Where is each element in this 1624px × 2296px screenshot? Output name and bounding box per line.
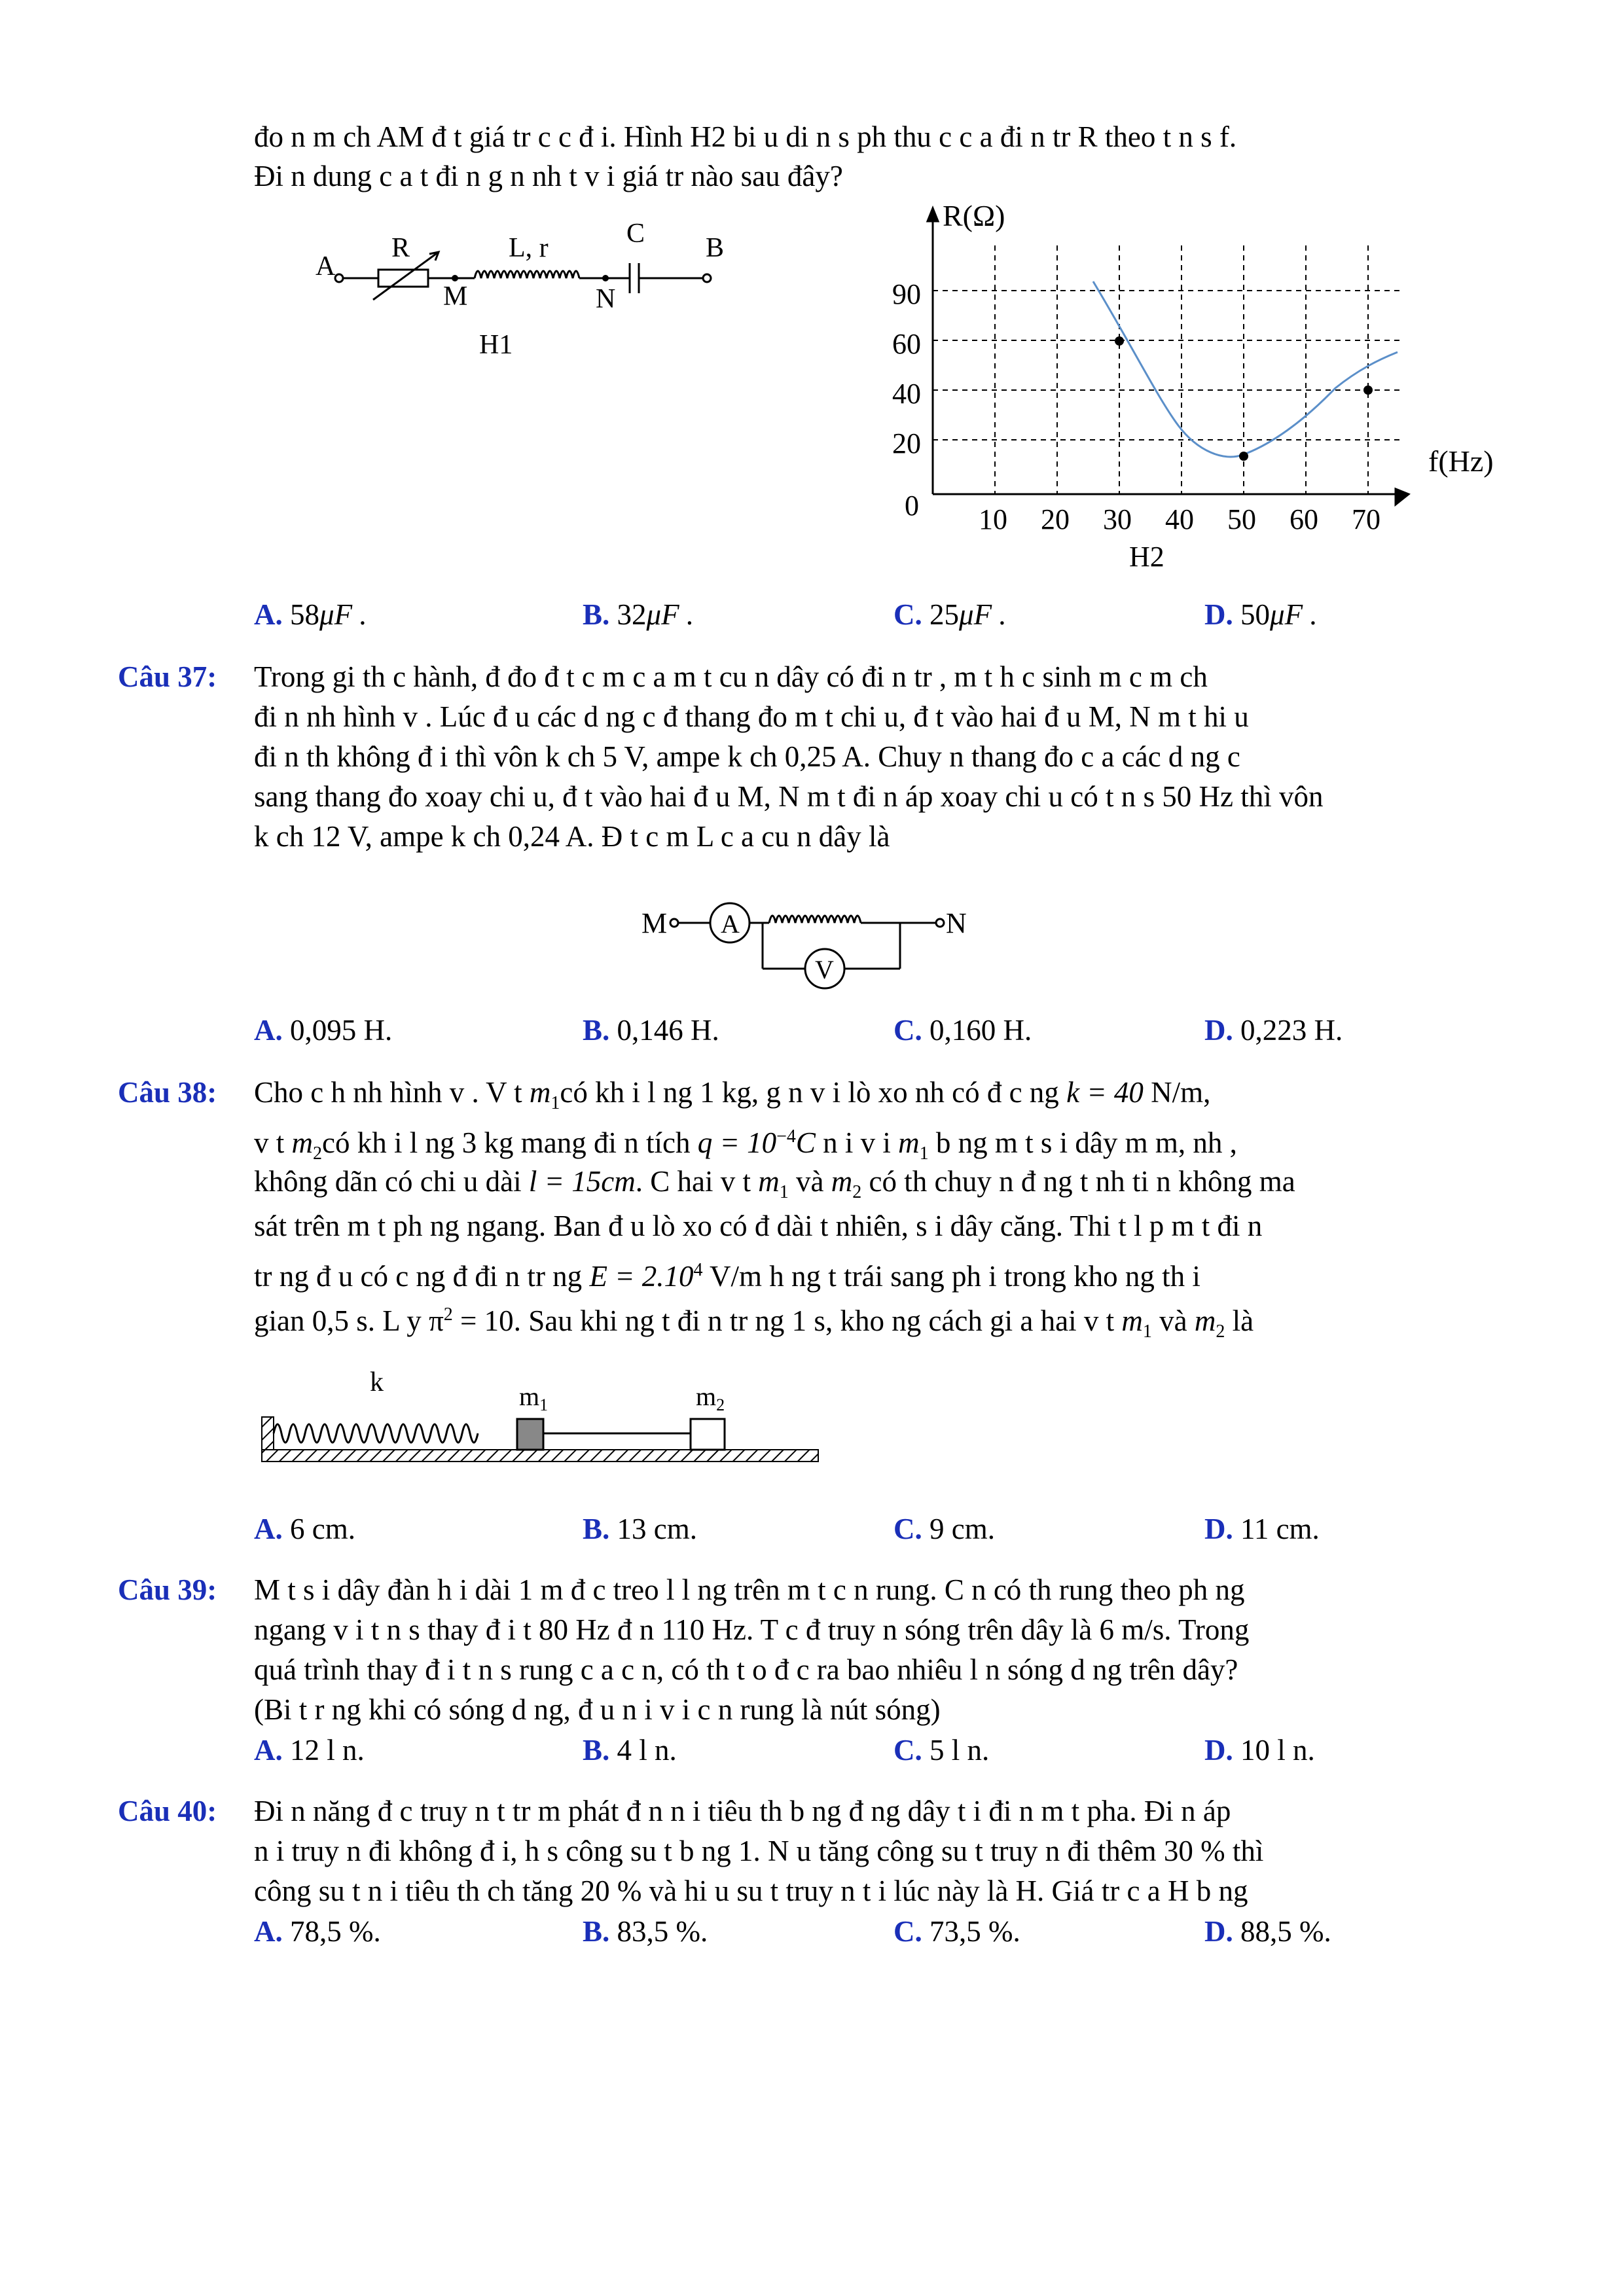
q38-option-d[interactable]: D. 11 cm. — [1204, 1513, 1320, 1545]
q40-option-a[interactable]: A. 78,5 %. — [254, 1915, 381, 1948]
ytick-60: 60 — [892, 328, 921, 360]
q37-option-b[interactable]: B. 0,146 H. — [583, 1014, 719, 1047]
x-axis-label: f(Hz) — [1428, 444, 1494, 478]
terminal-a-label: A — [316, 251, 336, 281]
q36-option-c[interactable]: C. 25μF . — [893, 598, 1007, 631]
fig-m2-label: $m_2$ — [696, 1382, 725, 1414]
q37-option-c[interactable]: C. 0,160 H. — [893, 1014, 1032, 1047]
r-f-curve — [1093, 281, 1398, 457]
lr-label: L, r — [509, 233, 549, 263]
xtick-60: 60 — [1290, 503, 1318, 535]
q39-line1: M t s i dây đàn h i dài 1 m đ c treo l l ng trên m t c n rung. C n có th rung theo ph ng — [254, 1573, 1245, 1606]
floor — [262, 1450, 818, 1462]
y-axis-label: R(Ω) — [943, 199, 1005, 232]
q39-option-a[interactable]: A. 12 l n. — [254, 1734, 365, 1767]
ytick-90: 90 — [892, 278, 921, 310]
h2-caption: H2 — [1129, 541, 1164, 573]
ammeter-label: A — [721, 909, 740, 939]
q38-line1: Cho c h nh hình v . V t $m_1có$ kh i l ng 1 kg, g n v i lò xo nh có đ c ng k = 40 N/m, — [254, 1076, 1211, 1113]
q37-circuit — [638, 893, 992, 998]
block-m2 — [691, 1419, 725, 1450]
q37-line1: Trong gi th c hành, đ đo đ t c m c a m t cu n dây có đi n tr , m t h c sinh m c m ch — [254, 660, 1208, 693]
q39-option-b[interactable]: B. 4 l n. — [583, 1734, 677, 1767]
q38-option-c[interactable]: C. 9 cm. — [893, 1513, 995, 1545]
graph-gridlines — [933, 245, 1401, 494]
q37-line5: k ch 12 V, ampe k ch 0,24 A. Đ t c m L c a cu n dây là — [254, 820, 890, 853]
wall — [262, 1417, 274, 1450]
h1-caption: H1 — [479, 330, 513, 360]
m-label: M — [443, 281, 468, 312]
coil — [769, 916, 861, 923]
q36-line2: Đi n dung c a t đi n g n nh t v i giá tr nào sau đây? — [254, 160, 843, 192]
q36-circuit-h1 — [308, 216, 753, 367]
ytick-40: 40 — [892, 378, 921, 410]
node-n — [602, 275, 609, 281]
xtick-70: 70 — [1352, 503, 1380, 535]
q39-option-c[interactable]: C. 5 l n. — [893, 1734, 990, 1767]
q37-n-label: N — [946, 907, 967, 939]
xtick-40: 40 — [1165, 503, 1194, 535]
q40-line1: Đi n năng đ c truy n t tr m phát đ n n i tiêu th b ng đ ng dây t i đi n m t pha. Đi n áp — [254, 1795, 1231, 1827]
q36-option-d[interactable]: D. 50μF . — [1204, 598, 1318, 631]
q38-option-a[interactable]: A. 6 cm. — [254, 1513, 355, 1545]
q40-option-c[interactable]: C. 73,5 %. — [893, 1915, 1020, 1948]
q39-label: Câu 39: — [118, 1573, 217, 1606]
q38-spring-figure — [259, 1365, 828, 1476]
q37-line4: sang thang đo xoay chi u, đ t vào hai đ u M, N m t đi n áp xoay chi u có t n s 50 Hz thì vôn — [254, 780, 1324, 813]
ytick-20: 20 — [892, 427, 921, 459]
spring — [274, 1424, 478, 1443]
q38-line2: v t $m_2có$ kh i l ng 3 kg mang đi n tích $q = 10^{-4}C$ n i v i $m_1$ b ng m t s i dây m m, nh , — [254, 1126, 1237, 1164]
xtick-50: 50 — [1227, 503, 1256, 535]
q39-line4: (Bi t r ng khi có sóng d ng, đ u n i v i c n rung là nút sóng) — [254, 1693, 941, 1726]
terminal-b-label: B — [706, 233, 725, 263]
fig-m1-label: $m_1$ — [519, 1382, 549, 1414]
n-label: N — [596, 284, 616, 314]
q40-option-b[interactable]: B. 83,5 %. — [583, 1915, 708, 1948]
q37-option-d[interactable]: D. 0,223 H. — [1204, 1014, 1343, 1047]
q39-option-d[interactable]: D. 10 l n. — [1204, 1734, 1315, 1767]
q38-label: Câu 38: — [118, 1076, 217, 1109]
q39-line3: quá trình thay đ i t n s rung c a c n, có th t o đ c ra bao nhiêu l n sóng d ng trên dây? — [254, 1653, 1238, 1686]
xtick-10: 10 — [979, 503, 1007, 535]
point-30hz — [1115, 336, 1124, 346]
q37-line3: đi n th không đ i thì vôn k ch 5 V, ampe k ch 0,25 A. Chuy n thang đo c a các d ng c — [254, 740, 1240, 773]
q36-option-a[interactable]: A. 58μF . — [254, 598, 367, 631]
node-m — [452, 275, 458, 281]
q37-line2: đi n nh hình v . Lúc đ u các d ng c đ thang đo m t chi u, đ t vào hai đ u M, N m t hi u — [254, 700, 1249, 733]
r-label: R — [391, 233, 410, 263]
fig-k-label: k — [370, 1367, 384, 1397]
block-m1 — [517, 1419, 543, 1450]
q38-line4: sát trên m t ph ng ngang. Ban đ u lò xo có đ dài t nhiên, s i dây căng. Thi t l p m t đi n — [254, 1210, 1263, 1242]
origin-label: 0 — [905, 490, 919, 522]
xtick-30: 30 — [1103, 503, 1132, 535]
voltmeter-label: V — [815, 955, 834, 984]
point-50hz — [1239, 452, 1248, 461]
q40-line2: n i truy n đi không đ i, h s công su t b ng 1. N u tăng công su t truy n đi thêm 30 % thì — [254, 1835, 1264, 1867]
q38-line3: không dãn có chi u dài l = 15cm. C hai v t $m_1$ và $m_2$ có th chuy n đ ng t nh ti n không ma — [254, 1165, 1295, 1202]
q40-line3: công su t n i tiêu th ch tăng 20 % và hi u su t truy n t i lúc này là H. Giá tr c a H b ng — [254, 1874, 1248, 1907]
inductor-coil — [475, 271, 579, 278]
q40-option-d[interactable]: D. 88,5 %. — [1204, 1915, 1331, 1948]
q37-m-label: M — [641, 907, 668, 939]
q37-option-a[interactable]: A. 0,095 H. — [254, 1014, 393, 1047]
point-70hz — [1363, 386, 1373, 395]
q38-line6: gian 0,5 s. L y $\pi^2 = 10$. Sau khi ng t đi n tr ng 1 s, kho ng cách gi a hai v t $m_1$ và $m_2$ là — [254, 1304, 1254, 1342]
q36-option-b[interactable]: B. 32μF . — [583, 598, 695, 631]
q38-line5: tr ng đ u có c ng đ đi n tr ng $E = 2.10^4$ V/m h ng t trái sang ph i trong kho ng th i — [254, 1260, 1200, 1293]
q37-label: Câu 37: — [118, 660, 217, 693]
q36-line1: đo n m ch AM đ t giá tr c c đ i. Hình H2 bi u di n s ph thu c c a đi n tr R theo t n s f. — [254, 120, 1237, 153]
c-label: C — [626, 219, 645, 249]
q39-line2: ngang v i t n s thay đ i t 80 Hz đ n 110 Hz. T c đ truy n sóng trên dây là 6 m/s. Trong — [254, 1613, 1250, 1646]
q36-graph-h2 — [871, 196, 1525, 576]
xtick-20: 20 — [1041, 503, 1070, 535]
q40-label: Câu 40: — [118, 1795, 217, 1827]
q38-option-b[interactable]: B. 13 cm. — [583, 1513, 697, 1545]
